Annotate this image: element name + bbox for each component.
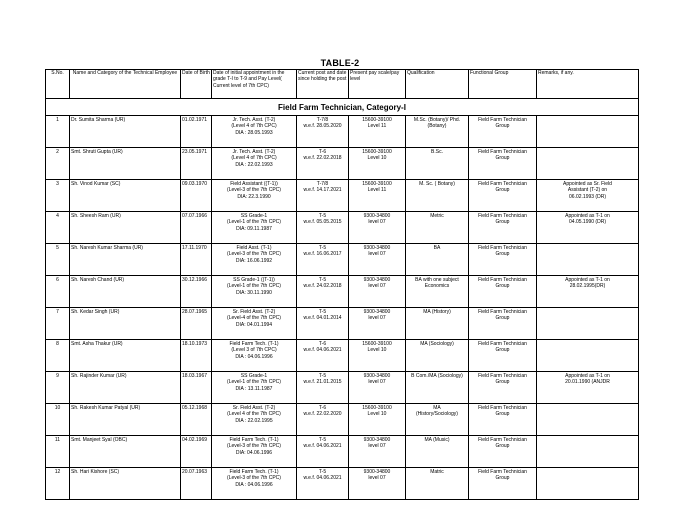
cell-initial-appointment-line: DIA : 22.02.1995	[235, 417, 273, 424]
table-row	[46, 372, 639, 404]
cell-pay-line: 15600-39100	[362, 149, 392, 155]
cell-current-post-line: w.e.f. 14.17.2021	[303, 187, 342, 194]
cell-current-post	[297, 340, 349, 372]
cell-qualification-line: BA	[433, 245, 441, 251]
cell-current-post-line: T-5	[318, 309, 327, 315]
cell-initial-appointment-line: (Level-1 of the 7th CPC)	[227, 283, 281, 290]
cell-current-post-line: w.e.f. 21.01.2015	[303, 379, 342, 386]
header-sno: S.No.	[46, 70, 70, 99]
cell-dob: 23.05.1971	[181, 148, 212, 180]
cell-functional-group-line: Group	[495, 443, 510, 450]
cell-current-post-line: w.e.f. 24.02.2018	[303, 283, 342, 290]
cell-functional-group-line: Group	[495, 379, 510, 386]
cell-pay	[349, 148, 406, 180]
cell-pay-line: level 07	[368, 283, 386, 290]
cell-initial-appointment-line: (Level 4 of 7th CPC)	[231, 123, 277, 130]
cell-pay	[349, 116, 406, 148]
cell-initial-appointment-line: Jr. Tech. Asst. (T-2)	[232, 117, 276, 123]
cell-functional-group-line: Field Farm Technician	[478, 245, 527, 251]
cell-pay-line: level 07	[368, 219, 386, 226]
cell-remarks	[537, 148, 639, 180]
cell-sno: 4	[46, 212, 70, 244]
cell-qualification-line: MA (History)	[423, 309, 451, 315]
section-title: Field Farm Technician, Category-I	[46, 99, 639, 116]
table-row	[46, 308, 639, 340]
cell-initial-appointment	[212, 180, 297, 212]
cell-qualification	[406, 436, 469, 468]
cell-pay-line: 15600-39100	[362, 405, 392, 411]
header-name: Name and Category of the Technical Employee	[70, 70, 181, 99]
cell-functional-group-line: Group	[495, 347, 510, 354]
cell-remarks	[537, 180, 639, 212]
cell-pay-line: 15600-39100	[362, 117, 392, 123]
cell-name: Sh. Rajinder Kumar (UR)	[70, 372, 181, 404]
cell-functional-group	[469, 404, 537, 436]
cell-name: Sh. Sheesh Ram (UR)	[70, 212, 181, 244]
cell-initial-appointment-line: SS Grade-1	[240, 373, 268, 379]
cell-initial-appointment-line: DIA: 22.3.1990	[237, 193, 271, 200]
cell-current-post	[297, 244, 349, 276]
cell-functional-group-line: Group	[495, 475, 510, 482]
cell-initial-appointment-line: Sr. Field Asst. (T-2)	[232, 309, 276, 315]
cell-initial-appointment-line: DIA : 22.02.1993	[235, 161, 273, 168]
cell-initial-appointment-line: Jr. Tech. Asst. (T-2)	[232, 149, 276, 155]
cell-functional-group	[469, 276, 537, 308]
cell-pay-line: 9300-34800	[363, 245, 391, 251]
cell-dob: 30.12.1966	[181, 276, 212, 308]
cell-remarks	[537, 276, 639, 308]
cell-sno: 1	[46, 116, 70, 148]
cell-current-post-line: w.e.f. 28.05.2020	[303, 123, 342, 130]
cell-pay-line: level 07	[368, 475, 386, 482]
cell-current-post-line: w.e.f. 04.01.2014	[303, 315, 342, 322]
cell-current-post-line: T-5	[318, 277, 327, 283]
cell-functional-group	[469, 148, 537, 180]
cell-sno: 10	[46, 404, 70, 436]
cell-pay-line: 9300-34800	[363, 469, 391, 475]
cell-pay	[349, 372, 406, 404]
cell-pay-line: Level 10	[367, 155, 387, 162]
cell-current-post-line: w.e.f. 04.06.2021	[303, 347, 342, 354]
cell-initial-appointment-line: DIA: 09.11.1987	[236, 225, 272, 232]
table-title: TABLE-2	[320, 58, 360, 68]
table-row	[46, 244, 639, 276]
cell-initial-appointment-line: DIA : 04.06.1996	[235, 353, 273, 360]
header-initial-appointment: Date of initial appointment in the grade T-I to T-9 and Pay Level( Current level of 7th CPC)	[212, 70, 297, 99]
cell-initial-appointment-line: DIA: 04.01.1994	[235, 321, 273, 328]
cell-sno: 8	[46, 340, 70, 372]
cell-current-post-line: T-5	[318, 437, 327, 443]
cell-pay-line: level 07	[368, 315, 386, 322]
cell-functional-group-line: Field Farm Technician	[478, 405, 527, 411]
cell-initial-appointment	[212, 436, 297, 468]
cell-sno: 7	[46, 308, 70, 340]
cell-qualification-line: MA	[433, 405, 441, 411]
cell-pay-line: Level 11	[367, 123, 387, 130]
cell-qualification-line: Matric	[430, 469, 444, 475]
cell-name: Sh. Naresh Kumar Sharma (UR)	[70, 244, 181, 276]
cell-remarks-line: Appointed as T-1 on	[565, 213, 610, 219]
cell-remarks-line: 06.02.1993 (DR)	[569, 193, 606, 200]
cell-initial-appointment-line: (Level-3 of the 7th CPC)	[227, 251, 281, 258]
cell-current-post	[297, 372, 349, 404]
cell-functional-group	[469, 212, 537, 244]
cell-pay-line: 9300-34800	[363, 277, 391, 283]
cell-pay-line: 15600-39100	[362, 341, 392, 347]
cell-remarks-line: 28.02.1995(DR)	[569, 283, 606, 290]
cell-current-post	[297, 436, 349, 468]
cell-dob: 01.02.1971	[181, 116, 212, 148]
cell-qualification	[406, 468, 469, 500]
cell-remarks	[537, 340, 639, 372]
cell-dob: 20.07.1963	[181, 468, 212, 500]
cell-current-post	[297, 148, 349, 180]
cell-sno: 11	[46, 436, 70, 468]
cell-pay-line: 9300-34800	[363, 309, 391, 315]
cell-pay-line: level 07	[368, 379, 386, 386]
cell-initial-appointment-line: SS Grade-1 ((T-1))	[233, 277, 275, 283]
employee-table	[45, 69, 639, 500]
cell-qualification-line: MA (Music)	[424, 437, 450, 443]
cell-current-post-line: w.e.f. 22.02.2018	[303, 155, 342, 162]
cell-dob: 07.07.1966	[181, 212, 212, 244]
cell-initial-appointment-line: Field Farm Tech. (T-1)	[229, 469, 279, 475]
cell-current-post-line: w.e.f. 22.02.2020	[303, 411, 342, 418]
cell-pay-line: Level 11	[367, 187, 387, 194]
cell-current-post	[297, 212, 349, 244]
cell-initial-appointment-line: DIA: 04.06.1996	[235, 449, 273, 456]
cell-name: Smt. Shruti Gupta (UR)	[70, 148, 181, 180]
cell-pay-line: 9300-34800	[363, 213, 391, 219]
cell-current-post-line: w.e.f. 16.06.2017	[303, 251, 342, 258]
cell-functional-group-line: Field Farm Technician	[478, 277, 527, 283]
cell-qualification	[406, 372, 469, 404]
section-row	[46, 99, 639, 116]
cell-functional-group-line: Field Farm Technician	[478, 437, 527, 443]
cell-initial-appointment-line: DIA: 16.06.1992	[235, 257, 273, 264]
cell-functional-group-line: Group	[495, 411, 510, 418]
header-qualification: Qualification	[406, 70, 469, 99]
table-row	[46, 276, 639, 308]
cell-name: Smt. Asha Thakur (UR)	[70, 340, 181, 372]
cell-current-post	[297, 308, 349, 340]
table-row	[46, 212, 639, 244]
cell-pay-line: 9300-34800	[363, 437, 391, 443]
cell-remarks-line: 04.05.1990 (DR)	[569, 219, 606, 226]
cell-sno: 2	[46, 148, 70, 180]
cell-initial-appointment-line: Field Farm Tech. (T-1)	[229, 341, 279, 347]
table-row	[46, 148, 639, 180]
cell-dob: 17.11.1970	[181, 244, 212, 276]
cell-functional-group-line: Field Farm Technician	[478, 149, 527, 155]
cell-initial-appointment	[212, 468, 297, 500]
cell-remarks-line: Appointed as T-1 on	[565, 277, 610, 283]
cell-functional-group-line: Field Farm Technician	[478, 341, 527, 347]
cell-initial-appointment-line: (Level-3 of the 7th CPC)	[227, 475, 281, 482]
cell-functional-group-line: Field Farm Technician	[478, 117, 527, 123]
cell-initial-appointment	[212, 404, 297, 436]
cell-initial-appointment-line: (Level 4 of 7th CPC)	[231, 155, 277, 162]
cell-pay-line: 15600-39100	[362, 181, 392, 187]
cell-initial-appointment-line: DIA : 04.06.1996	[235, 481, 273, 488]
cell-pay	[349, 436, 406, 468]
cell-current-post	[297, 404, 349, 436]
cell-qualification-line: BA with one subject	[415, 277, 459, 283]
cell-functional-group-line: Field Farm Technician	[478, 181, 527, 187]
cell-remarks	[537, 436, 639, 468]
cell-pay	[349, 468, 406, 500]
cell-initial-appointment	[212, 212, 297, 244]
cell-qualification	[406, 308, 469, 340]
cell-dob: 18.03.1967	[181, 372, 212, 404]
cell-initial-appointment	[212, 308, 297, 340]
cell-current-post-line: T-5	[318, 469, 327, 475]
cell-pay-line: 9300-34800	[363, 373, 391, 379]
cell-functional-group	[469, 116, 537, 148]
cell-current-post-line: T-7/8	[316, 117, 329, 123]
cell-initial-appointment-line: DIA : 28.05.1993	[235, 129, 273, 136]
cell-initial-appointment-line: DIA : 13.11.1987	[235, 385, 273, 392]
cell-pay-line: level 07	[368, 443, 386, 450]
cell-initial-appointment-line: Sr. Field Asst. (T-2)	[232, 405, 276, 411]
cell-sno: 9	[46, 372, 70, 404]
cell-dob: 28.07.1965	[181, 308, 212, 340]
cell-initial-appointment-line: Field Asst. (T-1)	[236, 245, 272, 251]
header-pay: Present pay scale/pay level	[349, 70, 406, 99]
cell-initial-appointment	[212, 116, 297, 148]
cell-functional-group-line: Group	[495, 283, 510, 290]
cell-current-post-line: w.e.f. 05.05.2015	[303, 219, 342, 226]
cell-sno: 6	[46, 276, 70, 308]
cell-initial-appointment	[212, 276, 297, 308]
header-row	[46, 70, 639, 99]
cell-functional-group-line: Group	[495, 315, 510, 322]
cell-initial-appointment-line: Field Farm Tech. (T-1)	[229, 437, 279, 443]
header-current-post: Current post and date since holding the post	[297, 70, 349, 99]
cell-name: Sh. Naresh Chand (UR)	[70, 276, 181, 308]
cell-qualification-line: (History/Sociology)	[416, 411, 458, 418]
cell-sno: 3	[46, 180, 70, 212]
cell-functional-group-line: Field Farm Technician	[478, 469, 527, 475]
cell-remarks	[537, 372, 639, 404]
cell-current-post-line: T-5	[318, 213, 327, 219]
cell-initial-appointment-line: (Level-3 of the 7th CPC)	[227, 443, 281, 450]
cell-name: Smt. Manjeet Syal (OBC)	[70, 436, 181, 468]
cell-qualification	[406, 180, 469, 212]
cell-dob: 05.12.1968	[181, 404, 212, 436]
cell-initial-appointment	[212, 340, 297, 372]
cell-qualification	[406, 276, 469, 308]
cell-current-post-line: T-6	[318, 149, 327, 155]
cell-pay	[349, 404, 406, 436]
cell-functional-group	[469, 468, 537, 500]
cell-current-post-line: T-6	[318, 341, 327, 347]
cell-qualification	[406, 212, 469, 244]
cell-name: Sh. Hari Kishore (SC)	[70, 468, 181, 500]
cell-current-post-line: T-5	[318, 373, 327, 379]
cell-qualification-line: Metric	[430, 213, 444, 219]
cell-qualification-line: M. Sc. ( Botany)	[419, 181, 455, 187]
cell-qualification-line: MA (Sociology)	[420, 341, 454, 347]
table-row	[46, 180, 639, 212]
table-row	[46, 340, 639, 372]
cell-remarks	[537, 212, 639, 244]
cell-current-post-line: T-5	[318, 245, 327, 251]
header-dob: Date of Birth	[181, 70, 212, 99]
table-row	[46, 116, 639, 148]
table-row	[46, 404, 639, 436]
cell-functional-group	[469, 372, 537, 404]
cell-pay	[349, 180, 406, 212]
cell-pay-line: level 07	[368, 251, 386, 258]
cell-functional-group	[469, 340, 537, 372]
cell-initial-appointment-line: DIA: 30.11.1990	[236, 289, 272, 296]
cell-pay	[349, 340, 406, 372]
cell-name: Sh. Kedar Singh (UR)	[70, 308, 181, 340]
cell-sno: 5	[46, 244, 70, 276]
header-functional-group: Functional Group	[469, 70, 537, 99]
table-row	[46, 436, 639, 468]
cell-qualification-line: B Com./MA (Sociology)	[411, 373, 463, 379]
cell-remarks-line: Appointed as Sr. Field	[563, 181, 612, 187]
cell-current-post	[297, 468, 349, 500]
cell-pay	[349, 244, 406, 276]
cell-qualification	[406, 404, 469, 436]
table-row	[46, 468, 639, 500]
cell-current-post	[297, 180, 349, 212]
cell-remarks-line: Appointed as T-1 on	[565, 373, 610, 379]
cell-current-post-line: w.e.f. 04.06.2021	[303, 475, 342, 482]
cell-current-post-line: T-6	[318, 405, 327, 411]
cell-functional-group-line: Group	[495, 155, 510, 162]
cell-functional-group-line: Group	[495, 219, 510, 226]
cell-functional-group-line: Field Farm Technician	[478, 373, 527, 379]
cell-functional-group-line: Field Farm Technician	[478, 309, 527, 315]
cell-qualification-line: Economics	[424, 283, 450, 290]
cell-functional-group-line: Group	[495, 251, 510, 258]
cell-sno: 12	[46, 468, 70, 500]
cell-functional-group	[469, 244, 537, 276]
cell-initial-appointment-line: (Level-3 of the 7th CPC)	[227, 187, 281, 194]
cell-qualification	[406, 148, 469, 180]
cell-qualification	[406, 116, 469, 148]
cell-current-post	[297, 276, 349, 308]
cell-initial-appointment-line: SS Grade-1	[240, 213, 268, 219]
cell-name: Dr. Sumita Sharma (UR)	[70, 116, 181, 148]
cell-functional-group	[469, 308, 537, 340]
cell-name: Sh. Rakesh Kumar Patyal (UR)	[70, 404, 181, 436]
cell-functional-group-line: Field Farm Technician	[478, 213, 527, 219]
cell-current-post	[297, 116, 349, 148]
cell-dob: 18.10.1973	[181, 340, 212, 372]
cell-dob: 09.03.1970	[181, 180, 212, 212]
cell-remarks-line: Assistant (T-2) on	[567, 187, 608, 194]
cell-pay	[349, 308, 406, 340]
cell-initial-appointment-line: (Level-1 of the 7th CPC)	[227, 379, 281, 386]
cell-functional-group-line: Group	[495, 187, 510, 194]
cell-initial-appointment	[212, 148, 297, 180]
cell-initial-appointment-line: (Level 4 of the 7th CPC)	[227, 411, 281, 418]
cell-remarks	[537, 404, 639, 436]
cell-initial-appointment	[212, 244, 297, 276]
cell-name: Sh. Vinod Kumar (SC)	[70, 180, 181, 212]
cell-initial-appointment-line: Field Assistant ((T-1))	[230, 181, 278, 187]
cell-pay-line: Level 10	[367, 411, 387, 418]
cell-initial-appointment-line: (Level-1 of the 7th CPC)	[227, 219, 281, 226]
cell-qualification-line: (Botany)	[427, 123, 447, 130]
cell-qualification-line: B.Sc.	[431, 149, 443, 155]
cell-remarks	[537, 116, 639, 148]
cell-qualification	[406, 244, 469, 276]
cell-initial-appointment-line: (Level-4 of the 7th CPC)	[227, 315, 281, 322]
cell-qualification-line: M.Sc. (Botany)/ Phd.	[413, 117, 461, 123]
header-remarks: Remarks, if any.	[537, 70, 639, 99]
cell-current-post-line: T-7/8	[316, 181, 329, 187]
cell-current-post-line: w.e.f. 04.06.2021	[303, 443, 342, 450]
cell-functional-group-line: Group	[495, 123, 510, 130]
cell-remarks	[537, 244, 639, 276]
cell-pay	[349, 276, 406, 308]
cell-initial-appointment-line: (Level 3 of 7th CPC)	[231, 347, 277, 354]
cell-pay	[349, 212, 406, 244]
cell-remarks-line: 20.01.1990 (ANJDR	[565, 379, 610, 386]
cell-qualification	[406, 340, 469, 372]
cell-functional-group	[469, 436, 537, 468]
cell-initial-appointment	[212, 372, 297, 404]
cell-remarks	[537, 308, 639, 340]
cell-pay-line: Level 10	[367, 347, 387, 354]
cell-functional-group	[469, 180, 537, 212]
cell-dob: 04.02.1969	[181, 436, 212, 468]
cell-remarks	[537, 468, 639, 500]
